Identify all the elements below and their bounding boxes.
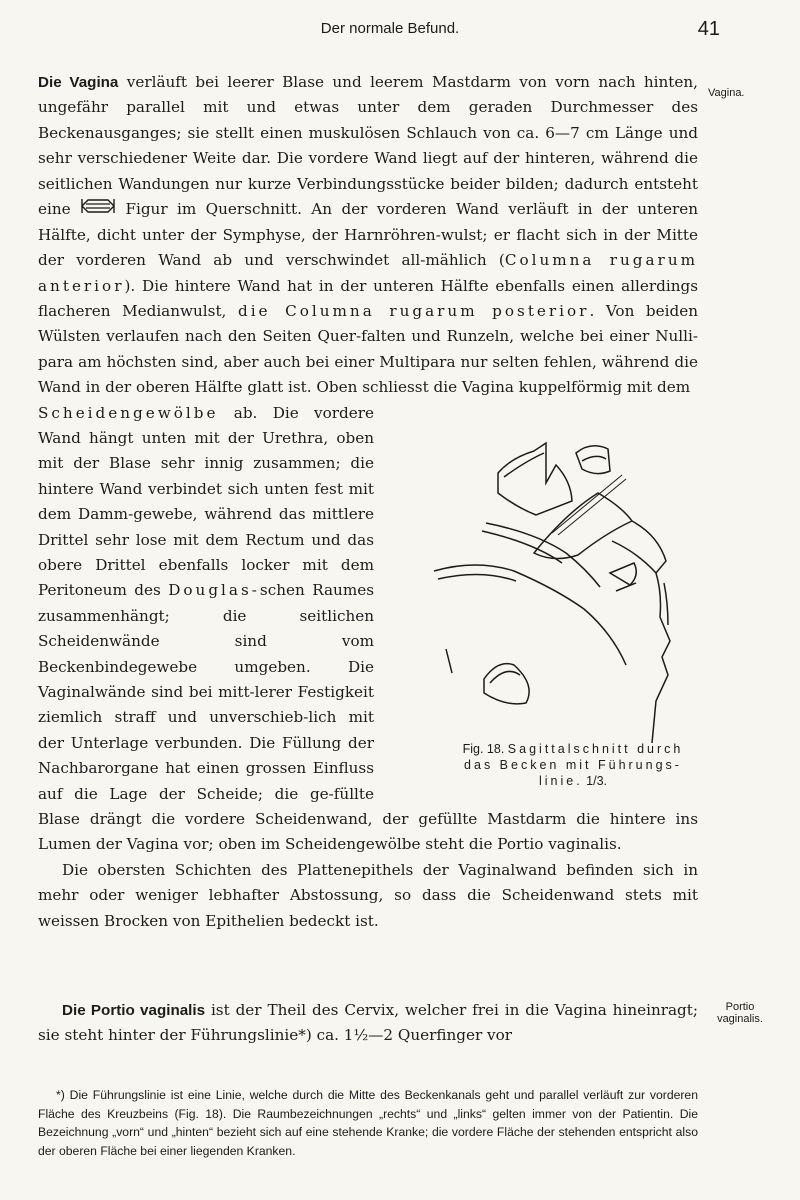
text-segment: ab. Die vordere Wand hängt unten mit der Urethra, oben mit der Blase sehr innig zusammen; die hintere Wand verbindet sich unten fest mit dem Damm-gewebe, während das mittlere Drittel sehr lose mit dem Rectum und das obere Drittel ebenfalls locker mit dem Peritoneum des (38, 403, 374, 600)
portio-section (38, 998, 698, 1049)
page-number: 41 (697, 18, 720, 40)
figure-caption (448, 741, 698, 789)
margin-note-vagina: Vagina. (708, 87, 745, 99)
paragraph-portio (38, 998, 698, 1049)
term-portio: Die Portio vaginalis (62, 1002, 206, 1019)
main-text (38, 70, 698, 934)
sagittal-section-drawing (386, 403, 706, 743)
footnote-text: *) Die Führungslinie ist eine Linie, welche durch die Mitte des Beckenkanals geht und parallel verläuft zur vorderen Fläche des Kreuzbeins (Fig. 18). Die Raumbezeichnungen „rechts“ und „links“ gelten immer von der Patientin. Die Bezeichnung „vorn“ und „hinten“ bezieht sich auf eine stehende Kranke; die vordere Fläche der stehenden entspricht also der oberen Fläche bei einer liegenden Kranken. (38, 1088, 698, 1158)
term-douglas: Douglas- (168, 581, 260, 600)
text-segment: schen Raumes zusammenhängt; die seitlichen Scheidenwände sind vom Beckenbindegewebe umgeben. Die Vaginalwände sind bei mitt-lerer Festigkeit ziemlich straff und unverschieb-lich mit der Unterlage verbunden. Die Füllung der Nachbarorgane hat einen grossen Einfluss auf die Lage der Scheide; die ge-füllte Blase drängt die vordere Scheidenwand, der gefüllte Mastdarm die hintere ins Lumen der Vagina vor; oben im Scheidengewölbe steht die Portio vaginalis. (38, 581, 698, 854)
margin-note-portio-line1: Portio (725, 1001, 755, 1013)
text-segment: verläuft bei leerer Blase und leerem Mastdarm von vorn nach hinten, ungefähr parallel mit und etwas unter dem geraden Durchmesser des Beckenausganges; sie stellt einen muskulösen Schlauch von ca. 6—7 cm Länge und sehr verschiedener Weite dar. Die vordere Wand liegt auf der hinteren, während die seitlichen Wandungen nur kurze Verbindungsstücke beider bilden; dadurch entsteht eine (38, 73, 698, 219)
figure-label: Fig. 18. (462, 741, 505, 756)
footnote (38, 1086, 698, 1160)
term-columna-posterior: die Columna rugarum posterior (237, 301, 590, 320)
figure-18 (386, 403, 706, 788)
figure-scale: 1/3. (586, 773, 608, 788)
text-segment: Figur im Querschnitt. An der vorderen Wand verläuft in der unteren Hälfte, dicht unter der Symphyse, der Harnröhren-wulst; er flacht sich in der Mitte der vorderen Wand ab und verschwindet all-mählich ( (38, 200, 698, 270)
text-segment: ist der Theil des Cervix, welcher frei in die Vagina hineinragt; sie steht hinter der Führungslinie*) ca. 1½—2 Querfinger vor (38, 1001, 698, 1045)
margin-note-portio (705, 1001, 775, 1025)
term-columna-anterior: Columna rugarum anterior (38, 251, 699, 295)
term-vagina: Die Vagina (38, 74, 119, 91)
margin-note-portio-line2: vaginalis. (717, 1013, 763, 1025)
h-shape-symbol-icon (80, 197, 116, 222)
text-segment: . Von beiden Wülsten verlaufen nach den Seiten Quer-falten und Runzeln, welche bei einer Nulli-para am höchsten sind, aber auch bei einer Multipara nur selten fehlen, während die Wand in der oberen Hälfte glatt ist. Oben schliesst die Vagina kuppelförmig mit dem (38, 301, 698, 397)
paragraph-epithel: Die obersten Schichten des Plattenepithels der Vaginalwand befinden sich in mehr oder weniger lebhafter Abstossung, so dass die Scheidenwand stets mit weissen Brocken von Epithelien bedeckt ist. (38, 860, 698, 930)
term-scheidengewoelbe: Scheidengewölbe (38, 403, 219, 422)
page-header (60, 12, 720, 46)
paragraph-vagina (38, 70, 698, 401)
text-segment: ). Die hintere Wand hat in der unteren Hälfte ebenfalls einen allerdings flacheren Medianwulst, (38, 276, 698, 320)
figure-caption-text: Sagittalschnitt durch das Becken mit Führungs-linie. (464, 741, 684, 788)
running-title: Der normale Befund. (320, 20, 460, 37)
